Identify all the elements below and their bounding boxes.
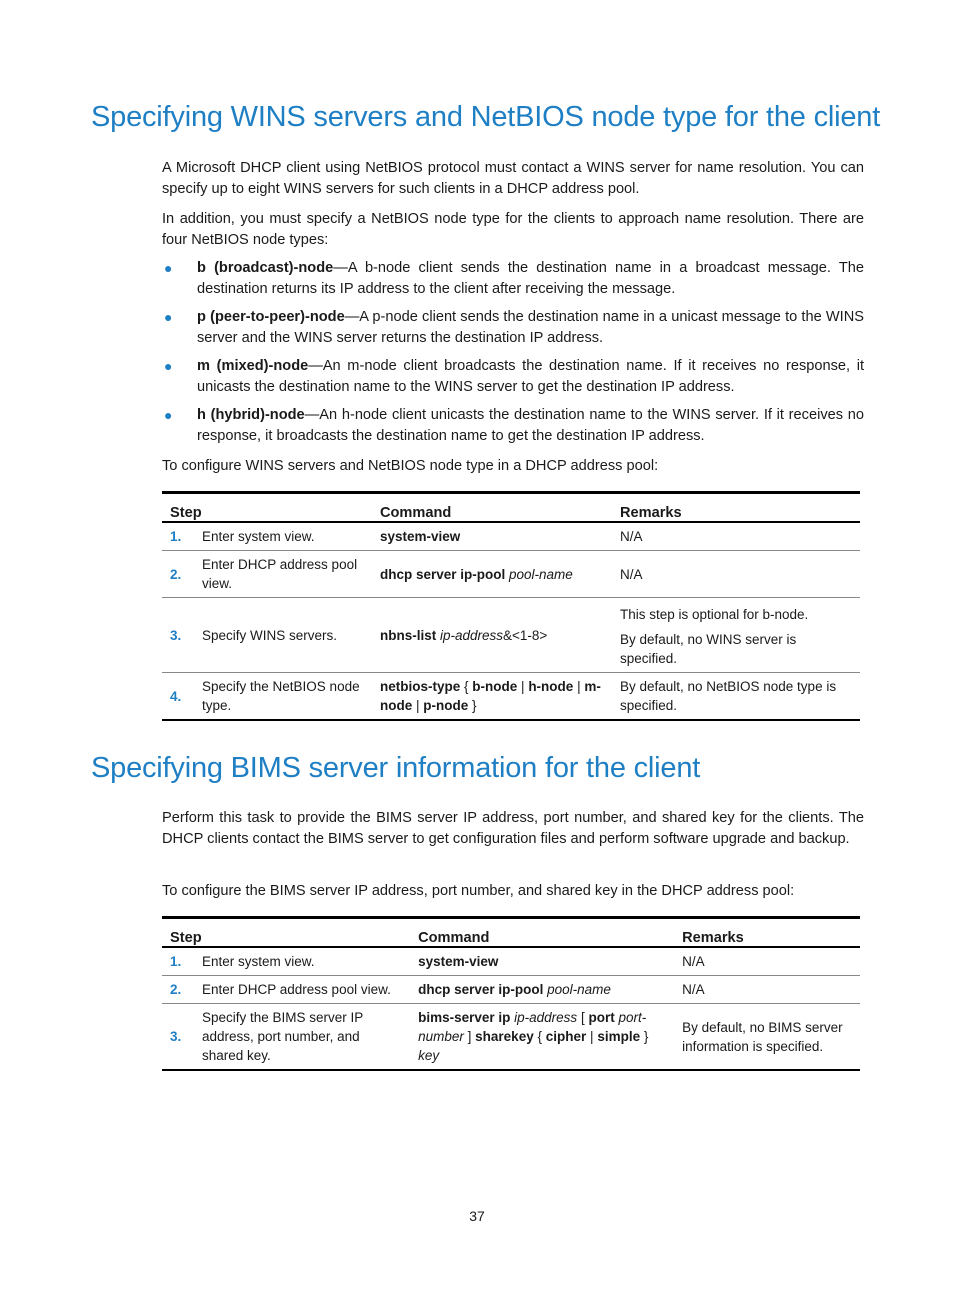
command-symbol: } (472, 698, 477, 713)
column-header-step: Step (162, 918, 410, 948)
step-description: Specify the BIMS server IP address, port number, and shared key. (194, 1004, 410, 1071)
node-term: b (broadcast)-node (197, 260, 334, 276)
section-title-wins: Specifying WINS servers and NetBIOS node type for the client (91, 101, 881, 133)
step-command (410, 1004, 674, 1071)
command-keyword: port (588, 1010, 615, 1025)
step-number: 3. (162, 598, 194, 673)
step-description: Specify the NetBIOS node type. (194, 673, 372, 721)
command-keyword: m-node (379, 679, 601, 713)
command-keyword: p-node (423, 698, 469, 713)
paragraph-table-intro-wins: To configure WINS servers and NetBIOS node type in a DHCP address pool: (162, 458, 659, 474)
step-description: Enter system view. (202, 529, 315, 544)
command-symbol: ] (467, 1029, 472, 1044)
command-keyword: b-node (472, 679, 518, 694)
command-argument: pool-name (509, 566, 573, 582)
table-row (162, 976, 860, 1004)
table-header-row (162, 493, 860, 523)
step-number: 2. (162, 551, 194, 598)
command-argument: ip-address (439, 627, 503, 643)
paragraph-table-intro-bims: To configure the BIMS server IP address, port number, and shared key in the DHCP address pool: (162, 883, 795, 899)
column-header-step: Step (162, 493, 372, 523)
wins-config-table (162, 491, 860, 721)
command-symbol: } (643, 1029, 649, 1044)
list-item (162, 405, 864, 447)
step-description: Enter DHCP address pool view. (194, 976, 410, 1004)
step-remarks: N/A (619, 529, 643, 544)
bullet-icon: ● (164, 407, 173, 423)
node-desc: —A p-node client sends the destination name in a unicast message to the WINS server and the WINS server returns the destination IP address. (197, 309, 865, 346)
step-remarks: N/A (682, 954, 705, 969)
table-header-row (162, 918, 860, 948)
bullet-icon: ● (164, 309, 173, 325)
command-keyword: system-view (379, 529, 461, 544)
step-description: Enter DHCP address pool view. (194, 551, 372, 598)
column-header-command: Command (372, 493, 612, 523)
command-symbol: { (463, 679, 469, 694)
table-row (162, 947, 860, 976)
column-header-remarks: Remarks (612, 493, 860, 523)
command-keyword: simple (597, 1029, 641, 1044)
step-number: 1. (170, 954, 182, 969)
command-symbol: | (521, 679, 525, 694)
table-row (162, 522, 860, 551)
node-desc: —A b-node client sends the destination name in a broadcast message. The destination returns its IP address to the client after receiving the message. (197, 260, 865, 297)
command-symbol: | (415, 698, 420, 713)
step-remarks: By default, no NetBIOS node type is specified. (612, 673, 860, 721)
step-command (372, 522, 612, 551)
node-term: h (hybrid)-node (197, 407, 305, 423)
step-number: 3. (162, 1004, 194, 1071)
column-header-command: Command (410, 918, 674, 948)
command-keyword: nbns-list (379, 627, 437, 643)
command-keyword: cipher (545, 1029, 587, 1044)
step-number: 4. (162, 673, 194, 721)
step-command (410, 947, 674, 976)
command-symbol: { (537, 1029, 542, 1044)
command-symbol: &<1-8> (503, 627, 548, 643)
step-remarks: N/A (612, 551, 860, 598)
remark-line: This step is optional for b-node. (619, 607, 809, 622)
step-remarks: N/A (674, 976, 860, 1004)
paragraph-bims-intro: Perform this task to provide the BIMS server IP address, port number, and shared key for the clients. The DHCP clients contact the BIMS server to get configuration files and perform software upgrade and backup. (162, 810, 864, 847)
list-item (162, 258, 864, 300)
command-argument: port-number (418, 1010, 647, 1044)
paragraph-wins-intro: A Microsoft DHCP client using NetBIOS protocol must contact a WINS server for name resolution. You can specify up to eight WINS servers for such clients in a DHCP address pool. (162, 160, 864, 197)
command-argument: ip-address (514, 1010, 578, 1025)
node-desc: —An m-node client broadcasts the destination name. If it receives no response, it unicasts the destination name to the WINS server to get the destination IP address. (197, 358, 864, 395)
command-symbol: | (590, 1029, 594, 1044)
command-keyword: system-view (418, 954, 499, 969)
step-number: 1. (170, 529, 182, 544)
table-row (162, 551, 860, 598)
step-description: Enter system view. (202, 954, 315, 969)
step-remarks (612, 598, 860, 673)
list-item (162, 307, 864, 349)
node-term: m (mixed)-node (197, 358, 309, 374)
step-remarks: By default, no BIMS server information is specified. (674, 1004, 860, 1071)
step-command (372, 551, 612, 598)
page-number: 37 (469, 1208, 485, 1224)
command-keyword: h-node (528, 679, 574, 694)
command-symbol: | (577, 679, 581, 694)
list-item (162, 356, 864, 398)
bullet-icon: ● (164, 260, 173, 276)
step-description: Specify WINS servers. (194, 598, 372, 673)
section-title-bims: Specifying BIMS server information for the client (91, 752, 701, 784)
bims-config-table (162, 916, 860, 1071)
table-row (162, 673, 860, 721)
column-header-remarks: Remarks (674, 918, 860, 948)
command-keyword: dhcp server ip-pool (379, 566, 506, 582)
paragraph-node-types-intro: In addition, you must specify a NetBIOS node type for the clients to approach name resolution. There are four NetBIOS node types: (162, 211, 864, 248)
command-argument: key (418, 1048, 440, 1063)
node-type-list (162, 258, 864, 454)
node-term: p (peer-to-peer)-node (197, 309, 345, 325)
command-symbol: [ (580, 1010, 585, 1025)
step-number: 2. (162, 976, 194, 1004)
table-row (162, 1004, 860, 1071)
table-row (162, 598, 860, 673)
command-keyword: dhcp server ip-pool (418, 982, 544, 997)
bullet-icon: ● (164, 358, 173, 374)
command-keyword: bims-server ip (418, 1010, 511, 1025)
remark-line: By default, no WINS server is specified. (619, 632, 797, 666)
step-command (410, 976, 674, 1004)
node-desc: —An h-node client unicasts the destination name to the WINS server. If it receives no response, it broadcasts the destination name to get the destination IP address. (197, 407, 864, 444)
command-keyword: sharekey (475, 1029, 534, 1044)
command-argument: pool-name (547, 982, 611, 997)
step-command (372, 673, 612, 721)
step-command (372, 598, 612, 673)
command-keyword: netbios-type (379, 679, 461, 694)
